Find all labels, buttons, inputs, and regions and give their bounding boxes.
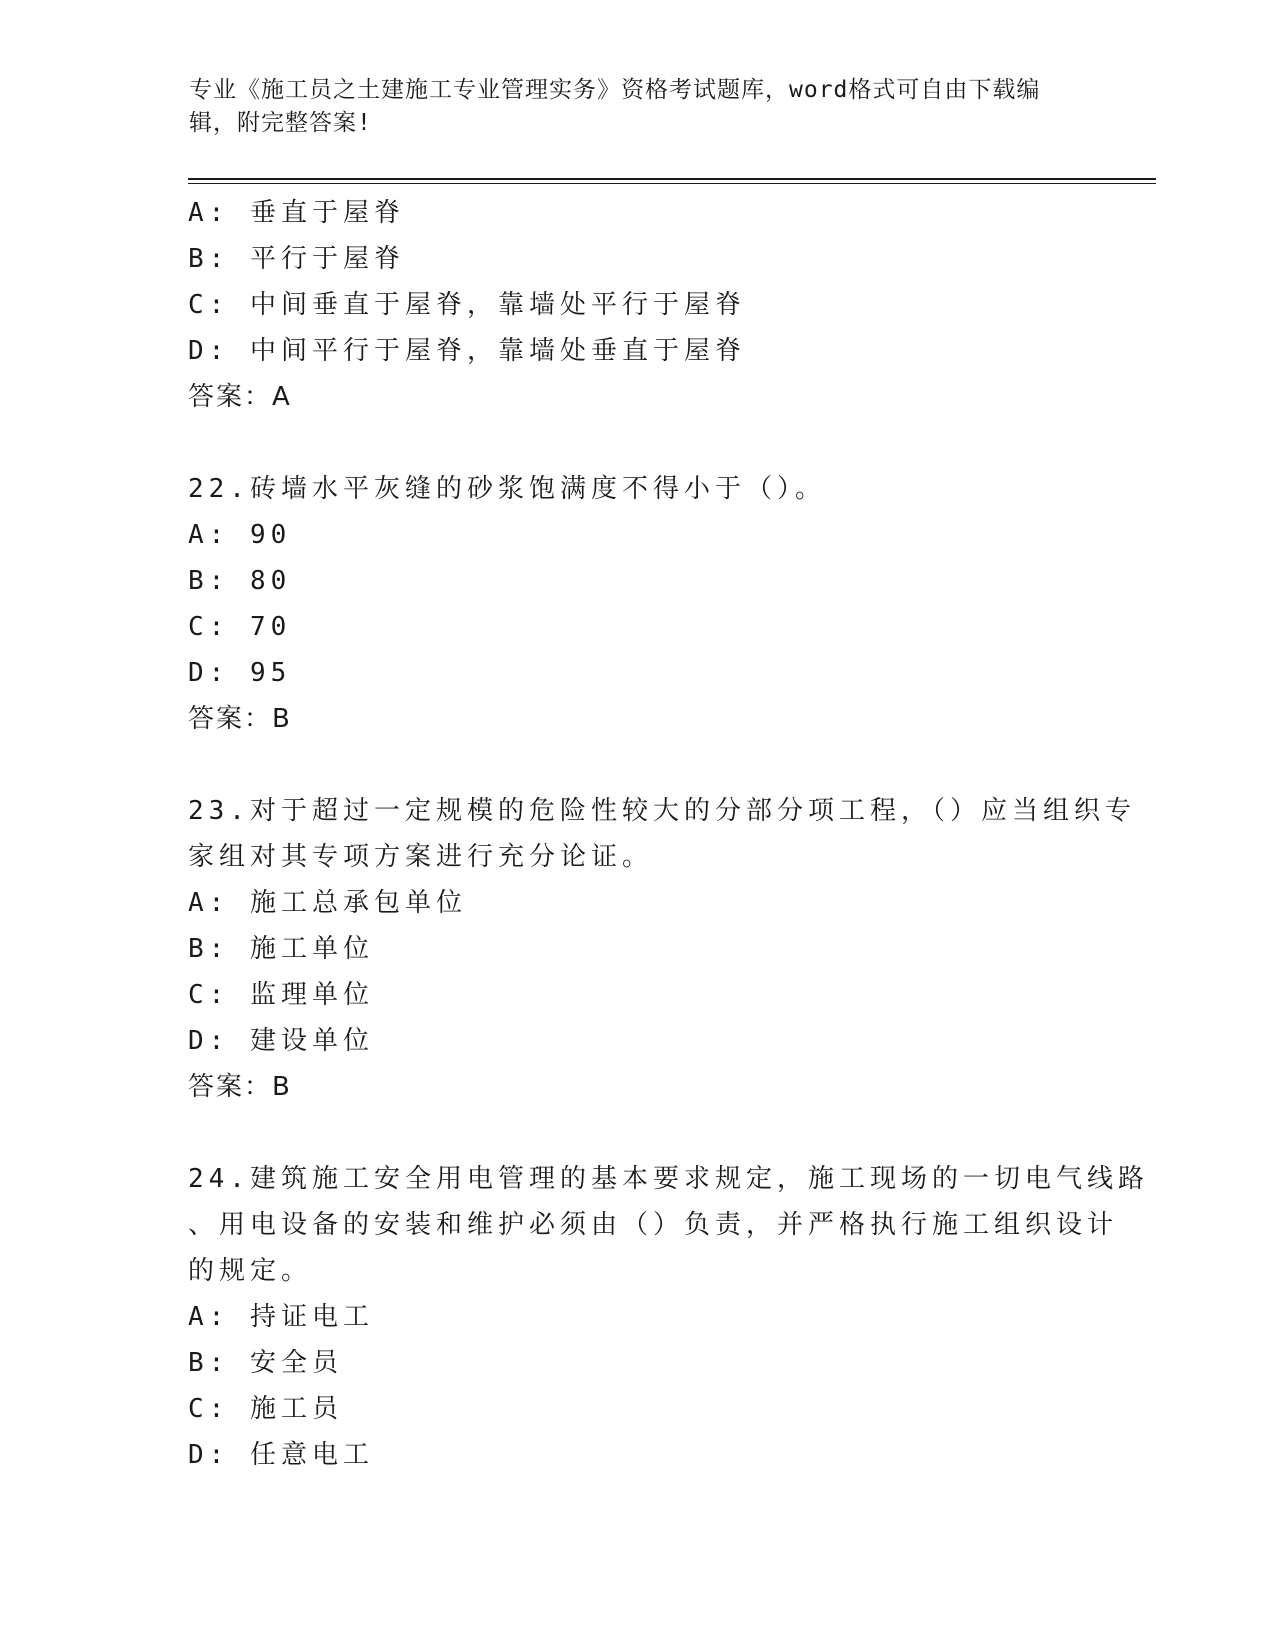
question-24 [188,1156,1149,1478]
question-text-line-2: 家组对其专项方案进行充分论证。 [188,842,654,872]
question-text-line-1: 23.对于超过一定规模的危险性较大的分部分项工程，（）应当组织专 [188,796,1136,826]
option-a: A: 持证电工 [188,1302,374,1332]
header-line-1: 专业《施工员之土建施工专业管理实务》资格考试题库，word格式可自由下载编 [189,77,1041,103]
option-d: D: 95 [188,658,292,688]
question-text-line-2: 、用电设备的安装和维护必须由（）负责，并严格执行施工组织设计 [188,1210,1119,1240]
option-d: D: 中间平行于屋脊，靠墙处垂直于屋脊 [188,336,746,366]
document-header [189,74,1069,140]
option-a: A: 施工总承包单位 [188,888,467,918]
option-a: A: 90 [188,520,292,550]
answer: 答案：B [188,1072,292,1102]
option-c: C: 监理单位 [188,980,374,1010]
option-b: B: 安全员 [188,1348,343,1378]
spacer [188,420,1088,466]
option-b: B: 平行于屋脊 [188,244,405,274]
option-b: B: 施工单位 [188,934,374,964]
header-divider-thick [188,178,1156,180]
question-23 [188,788,1136,1110]
answer: 答案：B [188,704,292,734]
question-text: 22.砖墙水平灰缝的砂浆饱满度不得小于（）。 [188,474,826,504]
spacer [188,1110,1088,1156]
option-d: D: 建设单位 [188,1026,374,1056]
option-c: C: 中间垂直于屋脊，靠墙处平行于屋脊 [188,290,746,320]
question-text-line-1: 24.建筑施工安全用电管理的基本要求规定，施工现场的一切电气线路 [188,1164,1149,1194]
question-text-line-3: 的规定。 [188,1256,313,1286]
option-b: B: 80 [188,566,292,596]
answer: 答案：A [188,382,292,412]
option-c: C: 70 [188,612,292,642]
header-line-2: 辑，附完整答案! [189,110,372,136]
spacer [188,742,1088,788]
option-c: C: 施工员 [188,1394,343,1424]
question-list [188,190,1149,1478]
option-d: D: 任意电工 [188,1440,374,1470]
option-a: A: 垂直于屋脊 [188,198,405,228]
question-21 [188,190,1088,420]
question-22 [188,466,1088,742]
header-divider-thin [188,183,1156,184]
